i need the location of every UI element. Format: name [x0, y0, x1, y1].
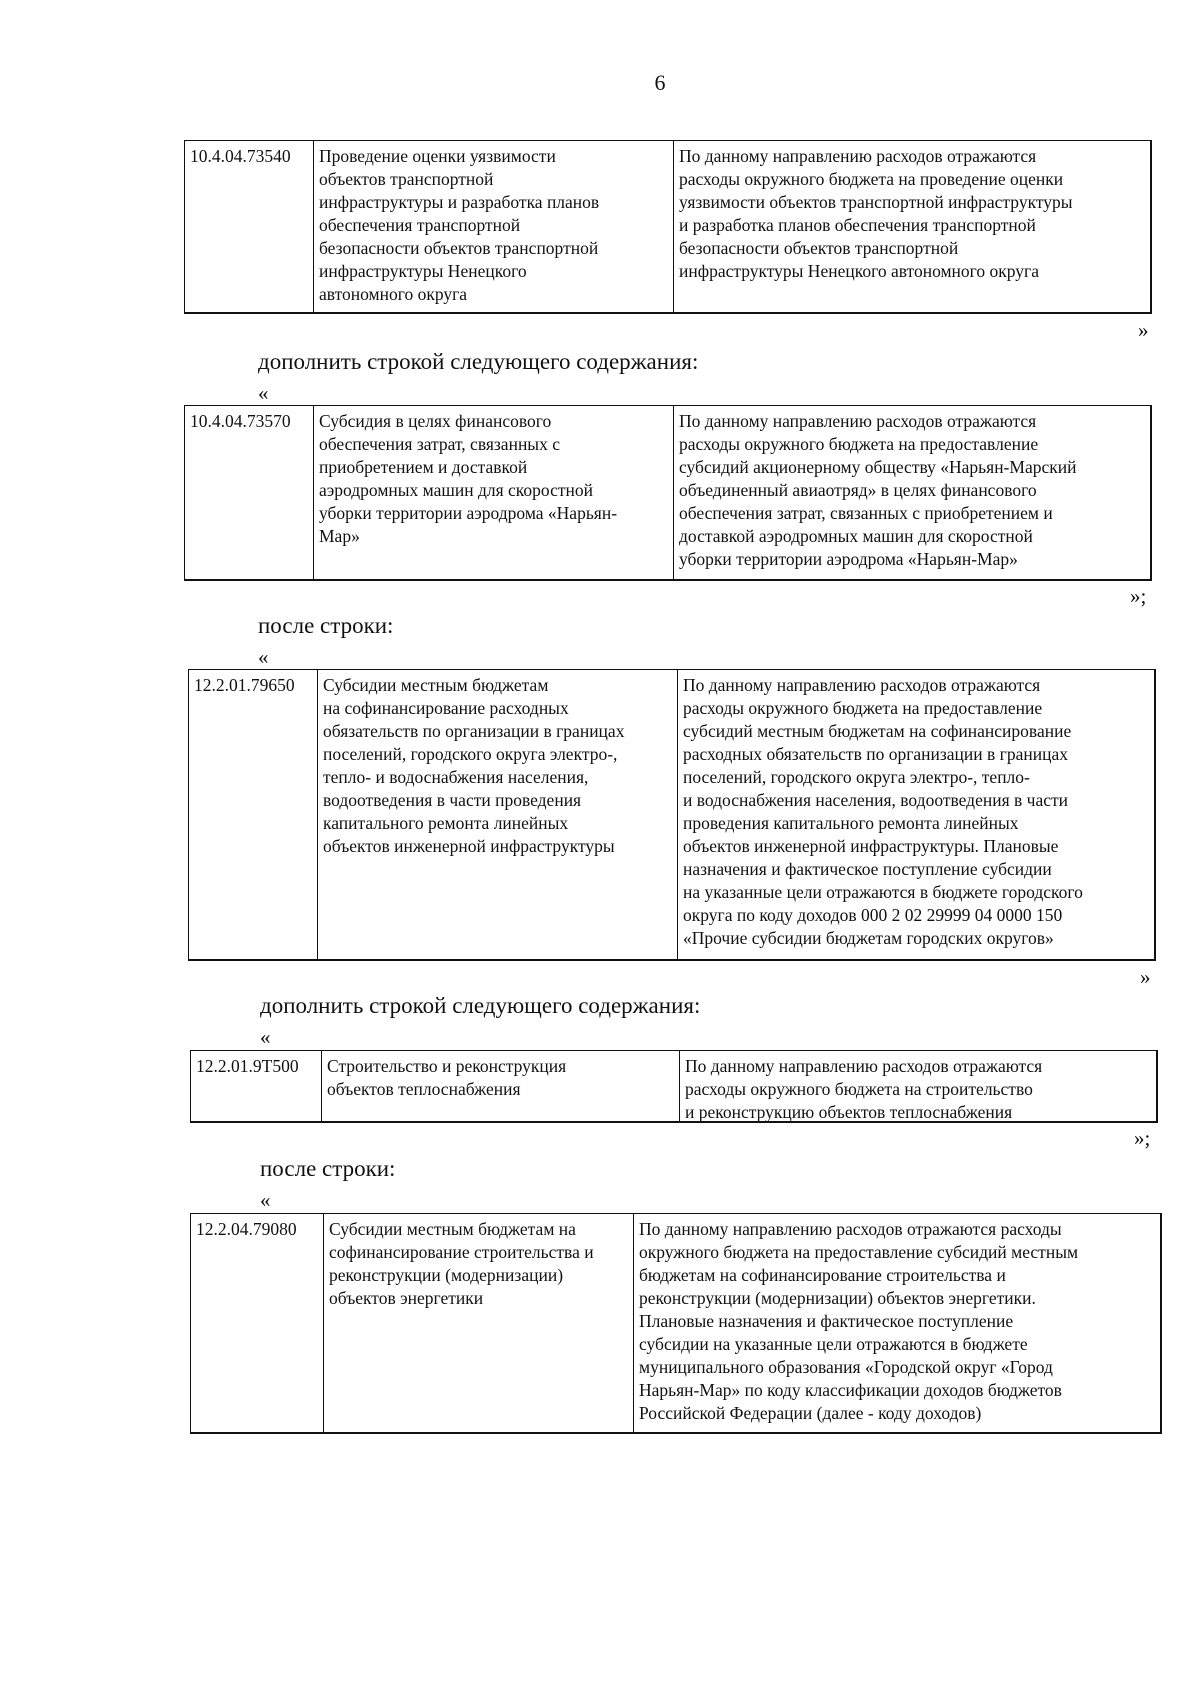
- name-line: капитального ремонта линейных: [323, 813, 569, 833]
- code-cell: [191, 1051, 321, 1121]
- opening-quote: «: [258, 645, 269, 669]
- code-line: 10.4.04.73540: [190, 146, 291, 166]
- amendment-instruction: после строки:: [260, 1156, 396, 1181]
- name-line: Субсидии местным бюджетам на: [329, 1219, 576, 1239]
- description-line: округа по коду доходов 000 2 02 29999 04 0000 150: [683, 905, 1063, 925]
- description-line: расходы окружного бюджета на предоставление: [679, 434, 1039, 454]
- name-cell: [323, 1214, 633, 1432]
- description-cell: [677, 670, 1154, 959]
- name-cell: [313, 141, 673, 312]
- opening-quote: «: [258, 381, 269, 405]
- name-line: инфраструктуры Ненецкого: [319, 261, 527, 281]
- code-cell: [191, 1214, 323, 1432]
- description-line: бюджетам на софинансирование строительства и: [639, 1265, 1006, 1285]
- name-line: Мар»: [319, 526, 360, 546]
- description-line: расходных обязательств по организации в границах: [683, 744, 1068, 764]
- code-line: 12.2.01.79650: [194, 675, 295, 695]
- description-line: Российской Федерации (далее - коду доходов): [639, 1403, 982, 1423]
- description-line: объединенный авиаотряд» в целях финансового: [679, 480, 1037, 500]
- name-line: тепло- и водоснабжения населения,: [323, 767, 589, 787]
- code-cell: [185, 141, 313, 312]
- closing-quote: »;: [1134, 1126, 1151, 1150]
- name-line: Проведение оценки уязвимости: [319, 146, 556, 166]
- name-line: аэродромных машин для скоростной: [319, 480, 593, 500]
- amendment-instruction: после строки:: [258, 613, 394, 638]
- amendment-instruction: дополнить строкой следующего содержания:: [258, 349, 699, 374]
- name-line: уборки территории аэродрома «Нарьян-: [319, 503, 618, 523]
- description-line: Плановые назначения и фактическое поступление: [639, 1311, 1014, 1331]
- page-number: 6: [654, 70, 666, 95]
- name-line: Строительство и реконструкция: [327, 1056, 567, 1076]
- name-line: Субсидия в целях финансового: [319, 411, 552, 431]
- budget-table: [188, 669, 1156, 961]
- budget-table: [190, 1213, 1162, 1434]
- name-line: безопасности объектов транспортной: [319, 238, 599, 258]
- description-cell: [679, 1051, 1156, 1121]
- opening-quote: «: [260, 1025, 271, 1049]
- name-line: объектов инженерной инфраструктуры: [323, 836, 615, 856]
- name-line: обеспечения транспортной: [319, 215, 521, 235]
- name-line: софинансирование строительства и: [329, 1242, 594, 1262]
- description-line: и разработка планов обеспечения транспортной: [679, 215, 1036, 235]
- code-cell: [189, 670, 317, 959]
- description-line: расходы окружного бюджета на проведение оценки: [679, 169, 1064, 189]
- description-line: «Прочие субсидии бюджетам городских округов»: [683, 928, 1054, 948]
- code-line: 12.2.04.79080: [196, 1219, 297, 1239]
- name-line: Субсидии местным бюджетам: [323, 675, 549, 695]
- description-line: назначения и фактическое поступление субсидии: [683, 859, 1052, 879]
- description-line: субсидий местным бюджетам на софинансирование: [683, 721, 1072, 741]
- name-line: реконструкции (модернизации): [329, 1265, 564, 1285]
- code-cell: [185, 406, 313, 579]
- description-line: проведения капитального ремонта линейных: [683, 813, 1019, 833]
- description-line: По данному направлению расходов отражаются расходы: [639, 1219, 1062, 1239]
- budget-table: [184, 405, 1152, 581]
- budget-table: [184, 140, 1152, 314]
- description-line: на указанные цели отражаются в бюджете городского: [683, 882, 1083, 902]
- description-line: поселений, городского округа электро-, тепло-: [683, 767, 1030, 787]
- description-line: субсидий акционерному обществу «Нарьян-Марский: [679, 457, 1077, 477]
- description-line: По данному направлению расходов отражаются: [685, 1056, 1043, 1076]
- code-line: 12.2.01.9Т500: [196, 1056, 299, 1076]
- name-line: автономного округа: [319, 284, 468, 304]
- description-cell: [673, 141, 1150, 312]
- description-line: расходы окружного бюджета на предоставление: [683, 698, 1043, 718]
- name-line: инфраструктуры и разработка планов: [319, 192, 600, 212]
- name-cell: [321, 1051, 679, 1121]
- description-line: уборки территории аэродрома «Нарьян-Мар»: [679, 549, 1018, 569]
- name-cell: [317, 670, 677, 959]
- description-line: субсидии на указанные цели отражаются в бюджете: [639, 1334, 1028, 1354]
- name-line: на софинансирование расходных: [323, 698, 569, 718]
- name-line: приобретением и доставкой: [319, 457, 528, 477]
- description-line: реконструкции (модернизации) объектов энергетики.: [639, 1288, 1036, 1308]
- name-line: обязательств по организации в границах: [323, 721, 625, 741]
- description-line: окружного бюджета на предоставление субсидий местным: [639, 1242, 1079, 1262]
- amendment-instruction: дополнить строкой следующего содержания:: [260, 993, 701, 1018]
- name-line: объектов теплоснабжения: [327, 1079, 521, 1099]
- description-line: безопасности объектов транспортной: [679, 238, 959, 258]
- description-line: По данному направлению расходов отражаются: [683, 675, 1041, 695]
- name-cell: [313, 406, 673, 579]
- description-line: уязвимости объектов транспортной инфраструктуры: [679, 192, 1073, 212]
- description-line: Нарьян-Мар» по коду классификации доходов бюджетов: [639, 1380, 1062, 1400]
- opening-quote: «: [260, 1188, 271, 1212]
- description-line: расходы окружного бюджета на строительство: [685, 1079, 1033, 1099]
- code-line: 10.4.04.73570: [190, 411, 291, 431]
- name-line: объектов транспортной: [319, 169, 494, 189]
- budget-table: [190, 1050, 1158, 1123]
- name-line: объектов энергетики: [329, 1288, 484, 1308]
- description-line: обеспечения затрат, связанных с приобретением и: [679, 503, 1053, 523]
- description-cell: [633, 1214, 1160, 1432]
- closing-quote: »;: [1130, 584, 1147, 608]
- name-line: обеспечения затрат, связанных с: [319, 434, 560, 454]
- description-line: и реконструкцию объектов теплоснабжения: [685, 1102, 1013, 1122]
- closing-quote: »: [1138, 318, 1149, 342]
- description-line: и водоснабжения населения, водоотведения в части: [683, 790, 1068, 810]
- description-line: объектов инженерной инфраструктуры. Плановые: [683, 836, 1059, 856]
- description-line: По данному направлению расходов отражаются: [679, 411, 1037, 431]
- description-line: муниципального образования «Городской округ «Город: [639, 1357, 1053, 1377]
- description-line: инфраструктуры Ненецкого автономного округа: [679, 261, 1040, 281]
- closing-quote: »: [1140, 965, 1151, 989]
- name-line: водоотведения в части проведения: [323, 790, 582, 810]
- name-line: поселений, городского округа электро-,: [323, 744, 618, 764]
- description-line: По данному направлению расходов отражаются: [679, 146, 1037, 166]
- description-cell: [673, 406, 1150, 579]
- description-line: доставкой аэродромных машин для скоростной: [679, 526, 1033, 546]
